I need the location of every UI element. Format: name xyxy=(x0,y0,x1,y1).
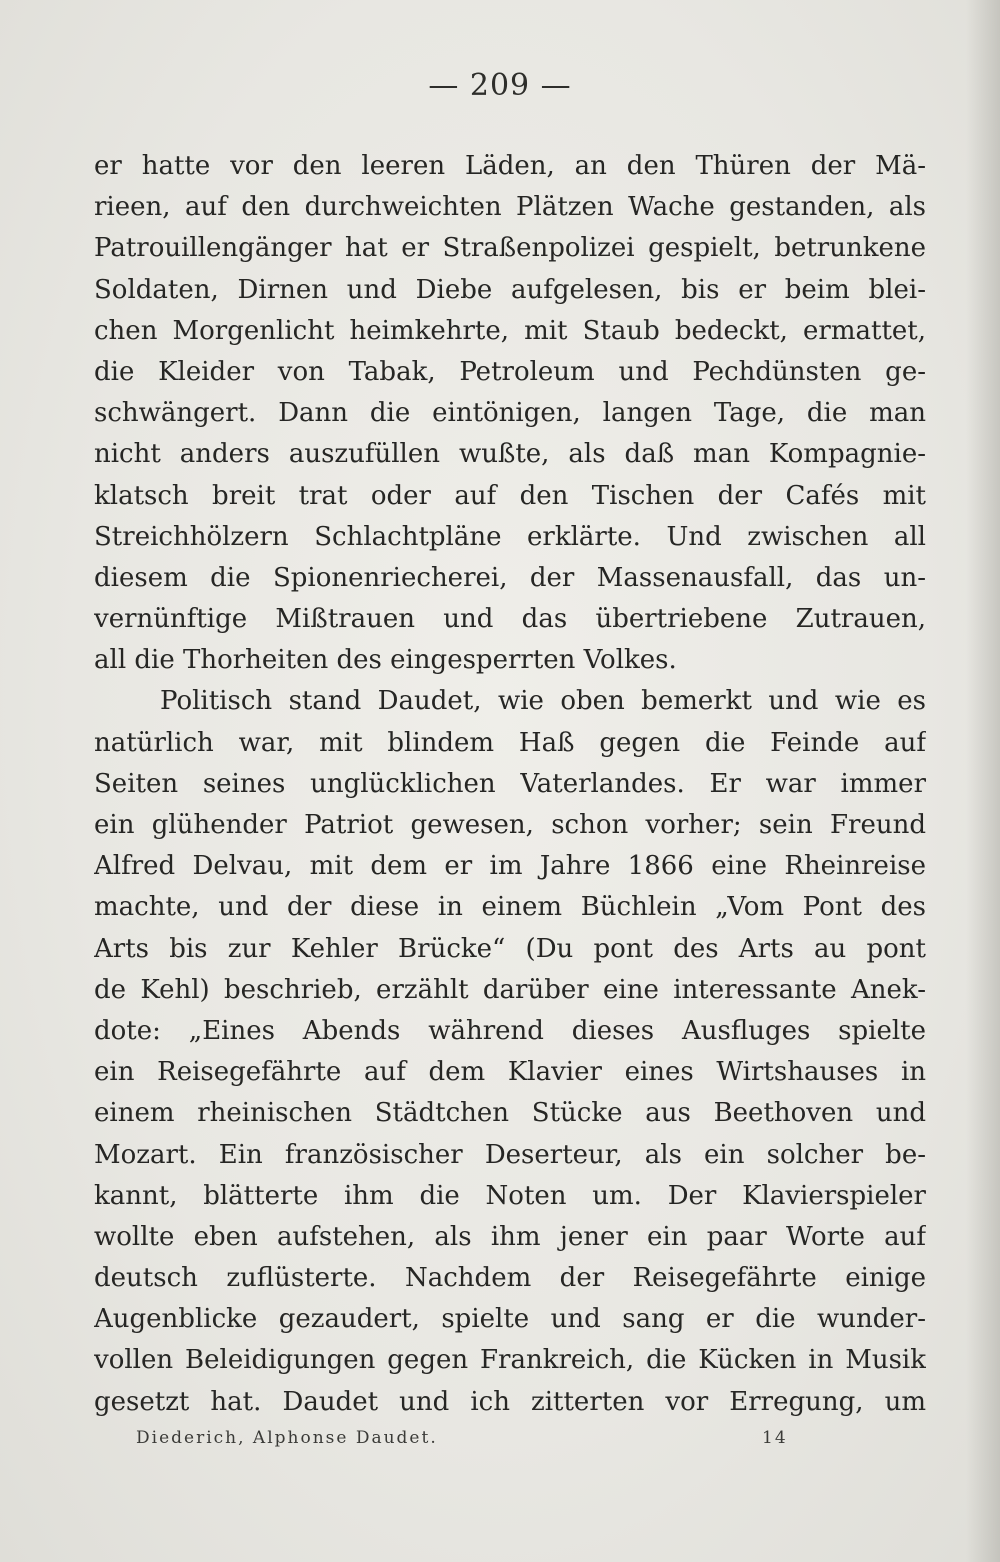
text-line: deutsch zuflüsterte. Nachdem der Reisegefährte einige xyxy=(94,1263,926,1294)
text-line: die Kleider von Tabak, Petroleum und Pechdünsten ge- xyxy=(94,356,926,387)
sheet-signature-number: 14 xyxy=(762,1428,788,1448)
text-line: Seiten seines unglücklichen Vaterlandes. Er war immer xyxy=(94,768,926,799)
text-line: Soldaten, Dirnen und Diebe aufgelesen, bis er beim blei- xyxy=(94,274,926,305)
text-line: nicht anders auszufüllen wußte, als daß man Kompagnie- xyxy=(94,439,926,470)
text-line: Mozart. Ein französischer Deserteur, als ein solcher be- xyxy=(94,1139,926,1170)
text-line: Streichhölzern Schlachtpläne erklärte. Und zwischen all xyxy=(94,521,926,552)
text-line: diesem die Spionenriecherei, der Massenausfall, das un- xyxy=(94,562,926,593)
text-line: wollte eben aufstehen, als ihm jener ein paar Worte auf xyxy=(94,1221,926,1252)
body-text xyxy=(94,146,926,1423)
signature-line: Diederich, Alphonse Daudet. xyxy=(136,1428,438,1448)
text-line: ein Reisegefährte auf dem Klavier eines Wirtshauses in xyxy=(94,1057,926,1088)
text-line: schwängert. Dann die eintönigen, langen Tage, die man xyxy=(94,398,926,429)
text-line: er hatte vor den leeren Läden, an den Thüren der Mä- xyxy=(94,151,926,181)
text-line: gesetzt hat. Daudet und ich zitterten vor Erregung, um xyxy=(94,1386,926,1417)
text-line: Augenblicke gezaudert, spielte und sang er die wunder- xyxy=(94,1304,926,1335)
text-line: Alfred Delvau, mit dem er im Jahre 1866 eine Rheinreise xyxy=(94,851,926,882)
text-line: chen Morgenlicht heimkehrte, mit Staub bedeckt, ermattet, xyxy=(94,315,926,346)
text-line: Patrouillengänger hat er Straßenpolizei gespielt, betrunkene xyxy=(94,233,926,264)
text-line: Arts bis zur Kehler Brücke“ (Du pont des Arts au pont xyxy=(94,933,926,964)
text-line: kannt, blätterte ihm die Noten um. Der Klavierspieler xyxy=(94,1180,926,1211)
text-line: rieen, auf den durchweichten Plätzen Wache gestanden, als xyxy=(94,192,926,223)
text-line: ein glühender Patriot gewesen, schon vorher; sein Freund xyxy=(94,810,926,840)
text-line: machte, und der diese in einem Büchlein „Vom Pont des xyxy=(94,892,926,923)
text-line: vernünftige Mißtrauen und das übertriebene Zutrauen, xyxy=(94,604,926,635)
text-line: all die Thorheiten des eingesperrten Volkes. xyxy=(94,645,677,676)
page-edge-shadow xyxy=(966,0,1000,1562)
page-number: — 209 — xyxy=(428,68,572,103)
text-line: natürlich war, mit blindem Haß gegen die Feinde auf xyxy=(94,727,926,758)
text-line: klatsch breit trat oder auf den Tischen der Cafés mit xyxy=(94,480,926,511)
text-line: einem rheinischen Städtchen Stücke aus Beethoven und xyxy=(94,1098,926,1129)
text-line: dote: „Eines Abends während dieses Ausfluges spielte xyxy=(94,1015,926,1046)
text-line: vollen Beleidigungen gegen Frankreich, die Kücken in Musik xyxy=(94,1345,926,1376)
text-line: Politisch stand Daudet, wie oben bemerkt und wie es xyxy=(160,686,926,717)
text-line: de Kehl) beschrieb, erzählt darüber eine interessante Anek- xyxy=(94,974,926,1005)
